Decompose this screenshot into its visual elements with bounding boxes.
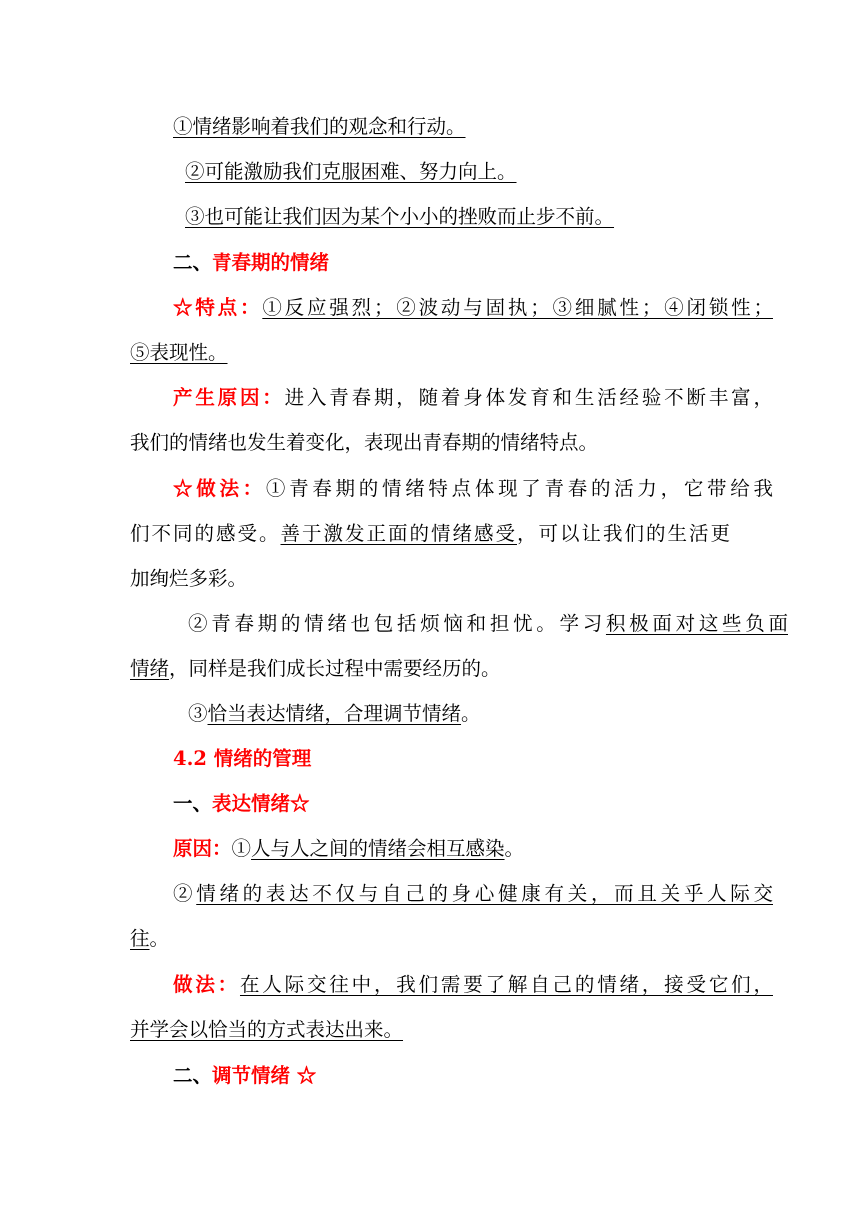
section-4-2-title: [130, 744, 773, 774]
heading-title: 表达情绪☆: [212, 792, 310, 815]
features-cont: ⑤表现性。: [130, 341, 228, 364]
reason-r2-num: ②: [173, 882, 197, 905]
practice-line-2: [130, 1015, 730, 1045]
method-line-4: [130, 609, 788, 639]
effect-text-2: ②可能激励我们克服困难、努力向上。: [185, 160, 517, 183]
heading-adolescent-emotion: [130, 248, 773, 278]
reason-r2b-end: 。: [149, 927, 170, 950]
method-p1b-rest: ，可以让我们的生活更: [516, 522, 730, 545]
effect-text-1: ①情绪影响着我们的观念和行动。: [173, 115, 466, 138]
reason-r2b-underlined: 往: [130, 927, 150, 950]
features-text: ①反应强烈；②波动与固执；③细腻性；④闭锁性；: [262, 296, 773, 319]
method-line-3: [130, 564, 730, 594]
reason-line-3: [130, 924, 730, 954]
effect-line-1: [130, 112, 773, 142]
method-p2b-rest: ，同样是我们成长过程中需要经历的。: [169, 657, 501, 680]
method-line-2: [130, 519, 730, 549]
heading-prefix: 二、: [173, 1064, 213, 1087]
method-line-6: [130, 699, 788, 729]
cause-text: 进入青春期，随着身体发育和生活经验不断丰富，: [284, 386, 773, 409]
cause-line: [130, 383, 773, 413]
reason-r1-underlined: 人与人之间的情绪会相互感染: [251, 837, 505, 860]
heading-regulate-emotion: [130, 1061, 773, 1091]
cause-label: 产生原因：: [173, 386, 285, 409]
cause-cont-line: [130, 428, 730, 458]
section-4-2-text: 4.2 情绪的管理: [173, 747, 312, 770]
reason-r1-num: ①: [231, 837, 252, 860]
reason-label: 原因：: [173, 837, 232, 860]
heading-prefix: 一、: [173, 792, 213, 815]
heading-title: 调节情绪 ☆: [212, 1064, 317, 1087]
heading-prefix: 二、: [173, 251, 213, 274]
method-p3-num: ③: [188, 702, 208, 725]
method-p3-underlined: 恰当表达情绪，合理调节情绪: [207, 702, 462, 725]
heading-express-emotion: [130, 789, 773, 819]
practice-label: 做法：: [173, 973, 240, 996]
features-line: [130, 293, 773, 323]
effect-line-2: [130, 157, 785, 187]
method-label: ☆做法：: [173, 477, 266, 500]
method-p1b-underlined: 善于激发正面的情绪感受: [280, 522, 517, 545]
reason-line-1: [130, 834, 773, 864]
method-p1b-plain: 们不同的感受。: [130, 522, 281, 545]
method-p1a: ①青春期的情绪特点体现了青春的活力，它带给我: [265, 477, 773, 500]
practice-line-1: [130, 970, 773, 1000]
method-p1c: 加绚烂多彩。: [130, 567, 248, 590]
effect-text-3: ③也可能让我们因为某个小小的挫败而止步不前。: [185, 205, 615, 228]
method-line-1: [130, 474, 773, 504]
cause-cont: 我们的情绪也发生着变化，表现出青春期的情绪特点。: [130, 431, 599, 454]
reason-line-2: [130, 879, 773, 909]
method-p3-end: 。: [461, 702, 481, 725]
method-line-5: [130, 654, 730, 684]
features-cont-line: [130, 338, 730, 368]
reason-r2-underlined: 情绪的表达不仅与自己的身心健康有关，而且关乎人际交: [196, 882, 773, 905]
effect-line-3: [130, 202, 785, 232]
method-p2a-underlined: 积极面对这些负面: [605, 612, 788, 635]
reason-r1-end: 。: [504, 837, 525, 860]
features-label: ☆特点：: [173, 296, 263, 319]
practice-cont: 并学会以恰当的方式表达出来。: [130, 1018, 404, 1041]
practice-text: 在人际交往中，我们需要了解自己的情绪，接受它们，: [239, 973, 773, 996]
method-p2a-plain: ②青春期的情绪也包括烦恼和担忧。学习: [188, 612, 606, 635]
method-p2b-underlined: 情绪: [130, 657, 170, 680]
heading-title: 青春期的情绪: [212, 251, 330, 274]
